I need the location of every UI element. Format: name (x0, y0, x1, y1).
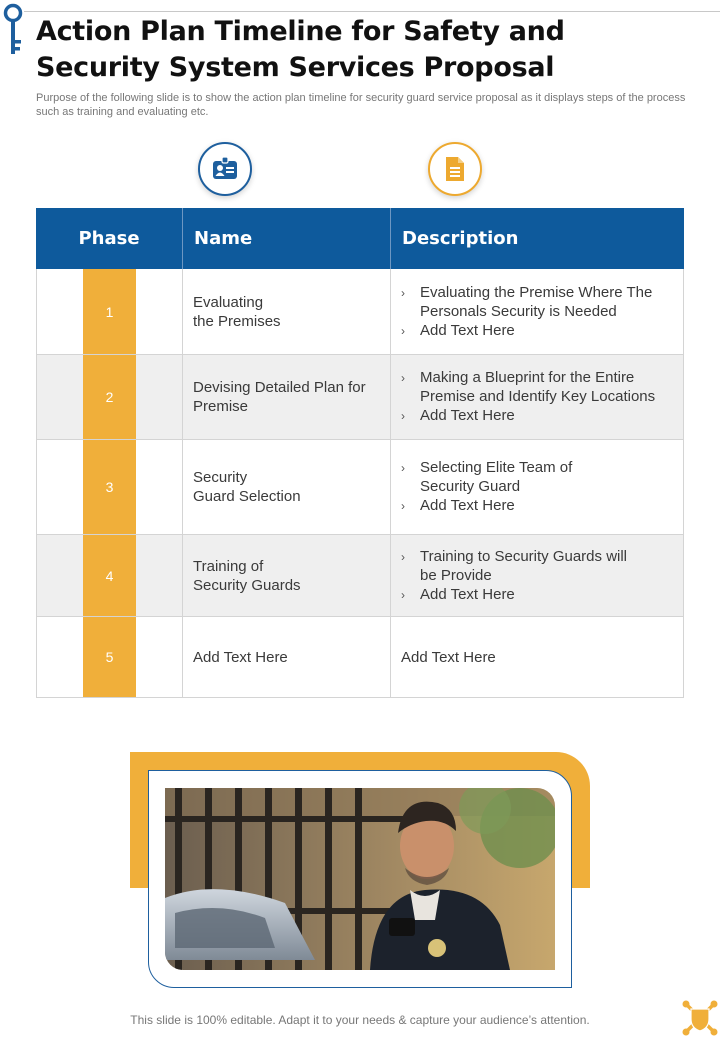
description-bullet: › Add Text Here (401, 585, 515, 603)
chevron-right-icon: › (401, 499, 405, 513)
chevron-right-icon: › (401, 409, 405, 423)
chevron-right-icon: › (401, 549, 405, 564)
description-bullet: › Evaluating the Premise Where The Personals Security is Needed (401, 283, 653, 320)
table-row (36, 355, 684, 440)
table-header (36, 208, 684, 269)
shield-logo-icon (682, 1000, 718, 1036)
action-plan-table (36, 208, 684, 698)
description-bullet: › Training to Security Guards will be Provide (401, 547, 628, 584)
id-card-icon (211, 155, 239, 183)
table-row (36, 269, 684, 355)
phase-number: 5 (83, 617, 136, 697)
document-badge (428, 142, 482, 196)
table-row (36, 535, 684, 617)
table-row (36, 440, 684, 535)
phase-number: 4 (83, 535, 136, 616)
page-title: Action Plan Timeline for Safety and Security System Services Proposal (36, 16, 565, 83)
description-cell (391, 355, 684, 439)
chevron-right-icon: › (401, 371, 405, 385)
phase-cell (36, 440, 183, 534)
name-cell: Add Text Here (183, 617, 391, 697)
chevron-right-icon: › (401, 285, 405, 300)
description-cell (391, 269, 684, 354)
security-guard-photo (165, 788, 555, 970)
chevron-right-icon: › (401, 461, 405, 475)
top-divider (24, 11, 720, 12)
phase-number: 2 (83, 355, 136, 439)
header-description: Description (402, 228, 519, 249)
phase-number: 1 (83, 269, 136, 354)
footer-text: This slide is 100% editable. Adapt it to your needs & capture your audience’s attention. (130, 1013, 590, 1027)
description-cell (391, 535, 684, 616)
chevron-right-icon: › (401, 323, 405, 338)
description-bullet: › Add Text Here (401, 407, 515, 424)
name-cell: Security Guard Selection (183, 440, 391, 534)
description-bullet: › Add Text Here (401, 321, 515, 339)
page-subtitle: Purpose of the following slide is to show the action plan timeline for security guard service proposal as it displays steps of the process such as training and evaluating etc. (36, 92, 686, 118)
chevron-right-icon: › (401, 587, 405, 602)
key-icon (2, 2, 24, 58)
description-bullet: › Selecting Elite Team of Security Guard (401, 459, 573, 495)
document-icon (442, 155, 468, 183)
header-phase: Phase (36, 208, 183, 269)
phase-cell (36, 617, 183, 697)
description-bullet: › Making a Blueprint for the Entire Premise and Identify Key Locations (401, 369, 656, 405)
name-cell: Training of Security Guards (183, 535, 391, 616)
table-row (36, 617, 684, 698)
phase-cell (36, 355, 183, 439)
name-cell: Evaluating the Premises (183, 269, 391, 354)
description-cell: Add Text Here (391, 617, 684, 697)
phase-cell (36, 269, 183, 354)
phase-cell (36, 535, 183, 616)
description-cell (391, 440, 684, 534)
header-name: Name (183, 208, 391, 269)
phase-number: 3 (83, 440, 136, 534)
description-bullet: › Add Text Here (401, 497, 515, 514)
name-cell: Devising Detailed Plan for Premise (183, 355, 391, 439)
id-card-badge (198, 142, 252, 196)
